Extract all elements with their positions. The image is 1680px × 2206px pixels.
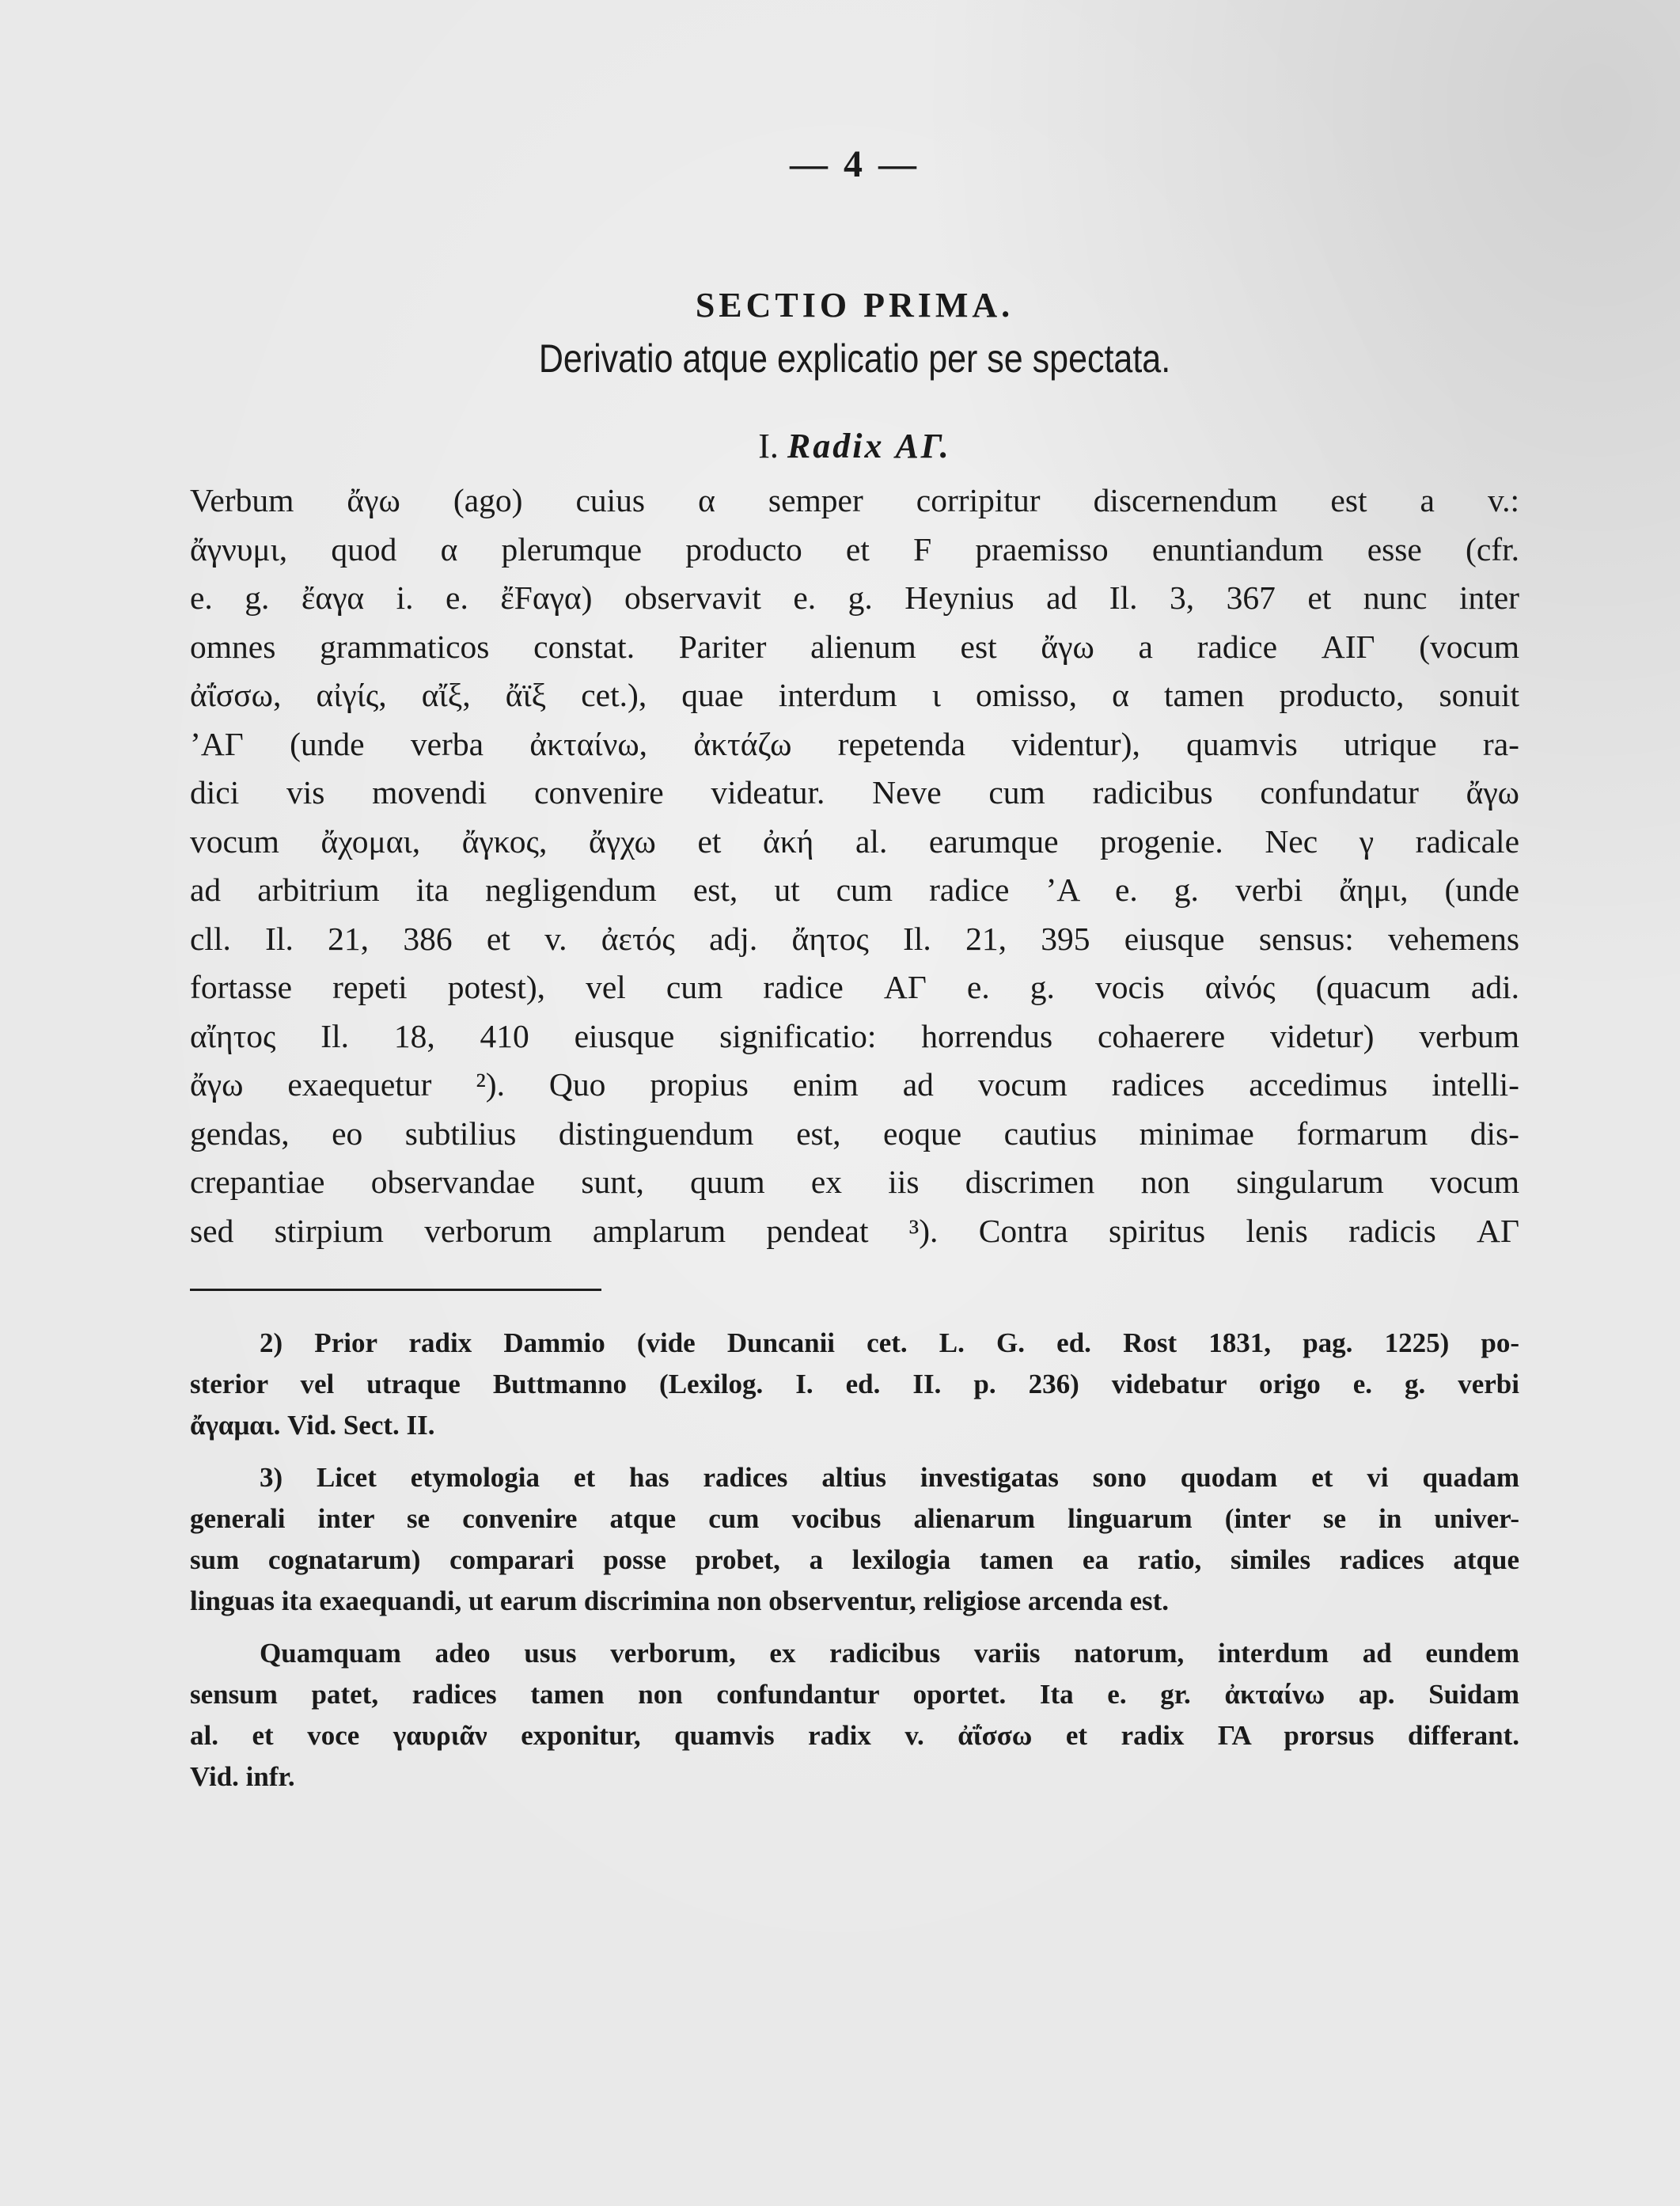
- section-subtitle: Derivatio atque explicatio per se spectata.: [538, 336, 1171, 381]
- radix-label: Radix ΑΓ.: [787, 427, 951, 465]
- footnote-line: sterior vel utraque Buttmanno (Lexilog. I. ed. II. p. 236) videbatur origo e. g. verbi: [190, 1369, 1519, 1399]
- footnote-line: ἄγαμαι. Vid. Sect. II.: [190, 1410, 435, 1441]
- footnote-line: al. et voce γαυριᾶν exponitur, quamvis radix v. ἀΐσσω et radix ΓΑ prorsus differant.: [190, 1720, 1519, 1751]
- body-text: [190, 477, 1519, 1255]
- footnote-line: sensum patet, radices tamen non confundantur oportet. Ita e. gr. ἀκταίνω ap. Suidam: [190, 1679, 1519, 1710]
- body-line: crepantiae observandae sunt, quum ex iis discrimen non singularum vocum: [190, 1164, 1519, 1200]
- section-title: SECTIO PRIMA.: [695, 286, 1014, 325]
- footnotes: [190, 1323, 1519, 1798]
- footnote-rule: [190, 1289, 601, 1291]
- body-line: ad arbitrium ita negligendum est, ut cum radice ʼΑ e. g. verbi ἄημι, (unde: [190, 871, 1519, 908]
- body-line: Verbum ἄγω (ago) cuius α semper corripitur discernendum est a v.:: [190, 482, 1519, 518]
- body-line: gendas, eo subtilius distinguendum est, eoque cautius minimae formarum dis-: [190, 1114, 1519, 1152]
- body-line: fortasse repeti potest), vel cum radice ΑΓ e. g. vocis αἰνός (quacum adi.: [190, 969, 1519, 1005]
- body-line: ʼΑΓ (unde verba ἀκταίνω, ἀκτάζω repetenda videntur), quamvis utrique ra-: [190, 725, 1519, 762]
- footnote-line: 2) Prior radix Dammio (vide Duncanii cet. L. G. ed. Rost 1831, pag. 1225) po-: [260, 1327, 1519, 1358]
- body-line: ἄγνυμι, quod α plerumque producto et F praemisso enuntiandum esse (cfr.: [190, 530, 1519, 568]
- footnote-line: Vid. infr.: [190, 1761, 295, 1792]
- body-line: e. g. ἔαγα i. e. ἔFαγα) observavit e. g. Heynius ad Il. 3, 367 et nunc inter: [190, 579, 1519, 616]
- radix-numeral: I.: [758, 427, 779, 465]
- footnote-2: [190, 1323, 1519, 1446]
- footnote-line: linguas ita exaequandi, ut earum discrimina non observentur, religiose arcenda est.: [190, 1585, 1170, 1616]
- body-line: ἄγω exaequetur ²). Quo propius enim ad vocum radices accedimus intelli-: [190, 1066, 1519, 1103]
- footnote-line: sum cognatarum) comparari posse probet, a lexilogia tamen ea ratio, similes radices atque: [190, 1544, 1519, 1575]
- body-line: αἴητος Il. 18, 410 eiusque significatio: horrendus cohaerere videtur) verbum: [190, 1017, 1519, 1054]
- footnote-3-continued: [190, 1633, 1519, 1798]
- body-line: dici vis movendi convenire videatur. Neve cum radicibus confundatur ἄγω: [190, 774, 1519, 811]
- footnote-line: Quamquam adeo usus verborum, ex radicibus variis natorum, interdum ad eundem: [260, 1638, 1519, 1669]
- footnote-line: 3) Licet etymologia et has radices altius investigatas sono quodam et vi quadam: [260, 1462, 1519, 1493]
- footnote-3: [190, 1457, 1519, 1622]
- body-line: omnes grammaticos constat. Pariter alienum est ἄγω a radice ΑΙΓ (vocum: [190, 628, 1519, 665]
- page-number: — 4 —: [790, 143, 920, 185]
- book-page: [190, 135, 1519, 1798]
- body-line: ἀΐσσω, αἰγίς, αἴξ, ἄϊξ cet.), quae interdum ι omisso, α tamen producto, sonuit: [190, 677, 1519, 713]
- body-line: cll. Il. 21, 386 et v. ἀετός adj. ἄητος Il. 21, 395 eiusque sensus: vehemens: [190, 920, 1519, 957]
- footnote-line: generali inter se convenire atque cum vocibus alienarum linguarum (inter se in univer-: [190, 1503, 1519, 1534]
- body-line: vocum ἄχομαι, ἄγκος, ἄγχω et ἀκή al. earumque progenie. Nec γ radicale: [190, 822, 1519, 860]
- radix-heading: [190, 426, 1519, 473]
- body-line: sed stirpium verborum amplarum pendeat ³). Contra spiritus lenis radicis ΑΓ: [190, 1212, 1519, 1249]
